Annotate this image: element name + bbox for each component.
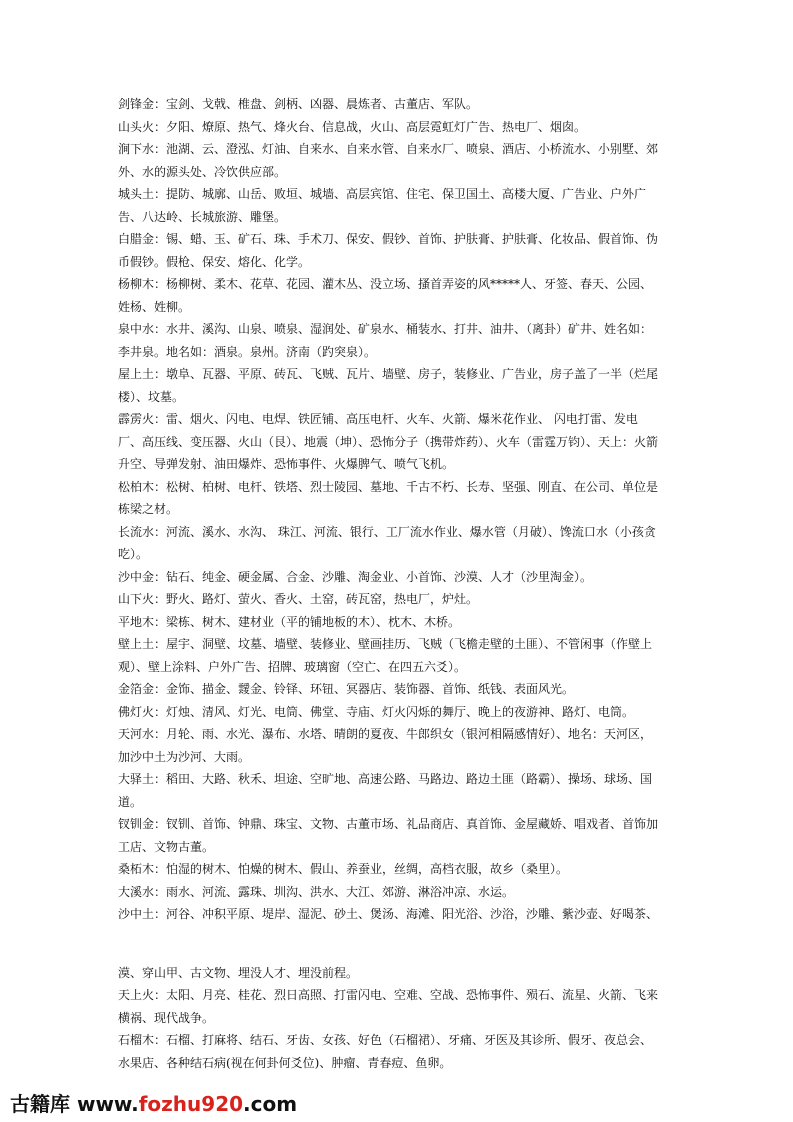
page-gap bbox=[118, 926, 658, 962]
document-body bbox=[118, 93, 658, 1074]
entry-pingdimu: 平地木：梁栋、树木、建材业（平的铺地板的木）、枕木、木桥。 bbox=[118, 614, 461, 629]
entries-part2 bbox=[118, 962, 658, 1075]
entry-sangzhemu: 桑柘木：怕湿的树木、怕燥的树木、假山、养蚕业，丝绸，高档衣服，故乡（桑里）。 bbox=[118, 862, 569, 876]
entry-jianfengjin: 剑锋金：宝剑、戈戟、椎盘、剑柄、凶器、晨炼者、古董店、军队。 bbox=[118, 97, 479, 111]
entry-jinbojin: 金箔金：金饰、描金、靉金、铃铎、环钮、冥器店、装饰器、首饰、纸钱、表面风光。 bbox=[118, 682, 575, 696]
entries-part1 bbox=[118, 93, 658, 926]
entry-shazhongjin: 沙中金：钻石、纯金、硬金属、合金、沙雕、淘金业、小首饰、沙漠、人才（沙里淘金）。 bbox=[118, 569, 593, 584]
entry-quanzhongshui: 泉中水：水井、溪沟、山泉、喷泉、湿润处、矿泉水、桶装水、打井、油井、（离卦）矿井、姓名如：李井泉。地名如：酒泉。泉州。济南（趵突泉）。 bbox=[118, 322, 653, 359]
entry-changliushui: 长流水：河流、溪水、水沟、 珠江、河流、银行、工厂流水作业、爆水管（月破）、馋流口水（小孩贪吃）。 bbox=[118, 524, 656, 561]
entry-fodenghuo: 佛灯火：灯烛、清风、灯光、电筒、佛堂、寺庙、灯火闪烁的舞厅、晚上的夜游神、路灯、电筒。 bbox=[118, 704, 635, 719]
entry-shanxiahuo: 山下火：野火、路灯、萤火、香火、土窑，砖瓦窑，热电厂，炉灶。 bbox=[118, 592, 479, 606]
entry-chaichuanjin: 钗钏金：钗钏、首饰、钟鼎、珠宝、文物、古董市场、礼品商店、真首饰、金屋藏娇、唱戏者、首饰加工店、文物古董。 bbox=[118, 817, 659, 854]
entry-shazhongtu: 沙中土：河谷、冲积平原、堤岸、湿泥、砂土、煲汤、海滩、阳光浴、沙浴，沙雕、紫沙壶、好喝茶、 bbox=[118, 907, 659, 921]
entry-shantouhuo: 山头火：夕阳、燎原、热气、烽火台、信息战，火山、高层霓虹灯广告、热电厂、烟囱。 bbox=[118, 119, 587, 134]
entry-yangliumu: 杨柳木：杨柳树、柔木、花草、花园、灌木丛、没立场、搔首弄姿的风*****人、牙签、春天、公园、姓杨、姓柳。 bbox=[118, 277, 653, 314]
watermark-suffix: .com bbox=[243, 1092, 298, 1116]
entry-jianxiashui: 涧下水：池湖、云、澄泓、灯油、自来水、自来水管、自来水厂、喷泉、酒店、小桥流水、小别墅、郊外、水的源头处、冷饮供应部。 bbox=[118, 142, 659, 179]
entry-shiliumu: 石榴木：石榴、打麻将、结石、牙齿、女孩、好色（石榴裙）、牙痛、牙医及其诊所、假牙、夜总会、水果店、各种结石病(视在何卦何爻位)、肿瘤、青春痘、鱼卵。 bbox=[118, 1033, 653, 1070]
site-watermark bbox=[10, 1088, 297, 1117]
entry-shazhongtu-continued: 漠、穿山甲、古文物、埋没人才、埋没前程。 bbox=[118, 965, 359, 980]
entry-songbaimu: 松柏木：松树、柏树、电杆、铁塔、烈士陵园、墓地、千古不朽、长寿、坚强、刚直、在公司、单位是栋梁之材。 bbox=[118, 479, 659, 516]
entry-bishangtu: 壁上土：屋宇、洞壁、坟墓、墙壁、装修业、壁画挂历、飞贼（飞檐走壁的土匪）、不管闲事（作壁上观）、壁上涂料、户外广告、招牌、玻璃窗（空亡、在四五六爻）。 bbox=[118, 637, 653, 674]
entry-wushangtu: 屋上土：墩阜、瓦器、平原、砖瓦、飞贼、瓦片、墙壁、房子，装修业、广告业，房子盖了一半（烂尾楼）、坟墓。 bbox=[118, 367, 659, 404]
watermark-prefix: 古籍库 www. bbox=[10, 1092, 139, 1116]
entry-pilihuo: 霹雳火：雷、烟火、闪电、电焊、铁匠铺、高压电杆、火车、火箭、爆米花作业、 闪电打雷、发电厂、高压线、变压器、火山（艮）、地震（坤）、恐怖分子（携带炸药）、火车（雷霆万钧）、天上：火箭升空、导弹发射、油田爆炸、恐怖事件、火爆脾气、喷气飞机。 bbox=[118, 412, 659, 471]
entry-tianshanghuo: 天上火：太阳、月亮、桂花、烈日高照、打雷闪电、空难、空战、恐怖事件、殒石、流星、火箭、飞来横祸、现代战争。 bbox=[118, 988, 659, 1025]
entry-daxishui: 大溪水：雨水、河流、露珠、圳沟、洪水、大江、郊游、淋浴冲凉、水运。 bbox=[118, 884, 515, 899]
entry-tianheshui: 天河水：月轮、雨、水光、瀑布、水塔、晴朗的夏夜、牛郎织女（银河相隔感情好）、地名：天河区，加沙中土为沙河、大雨。 bbox=[118, 727, 653, 764]
entry-dayitu: 大驿土：稻田、大路、秋禾、坦途、空旷地、高速公路、马路边、路边土匪（路霸）、操场、球场、国道。 bbox=[118, 772, 653, 809]
entry-chengtoutu: 城头土：提防、城廓、山岳、败垣、城墙、高层宾馆、住宅、保卫国土、高楼大厦、广告业、户外广告、八达岭、长城旅游、雕堡。 bbox=[118, 187, 647, 224]
watermark-highlight: fozhu920 bbox=[138, 1092, 244, 1116]
entry-bailajin: 白腊金：锡、蜡、玉、矿石、珠、手术刀、保安、假钞、首饰、护肤膏、护肤膏、化妆品、假首饰、伪币假钞。假枪、保安、熔化、化学。 bbox=[118, 232, 659, 269]
